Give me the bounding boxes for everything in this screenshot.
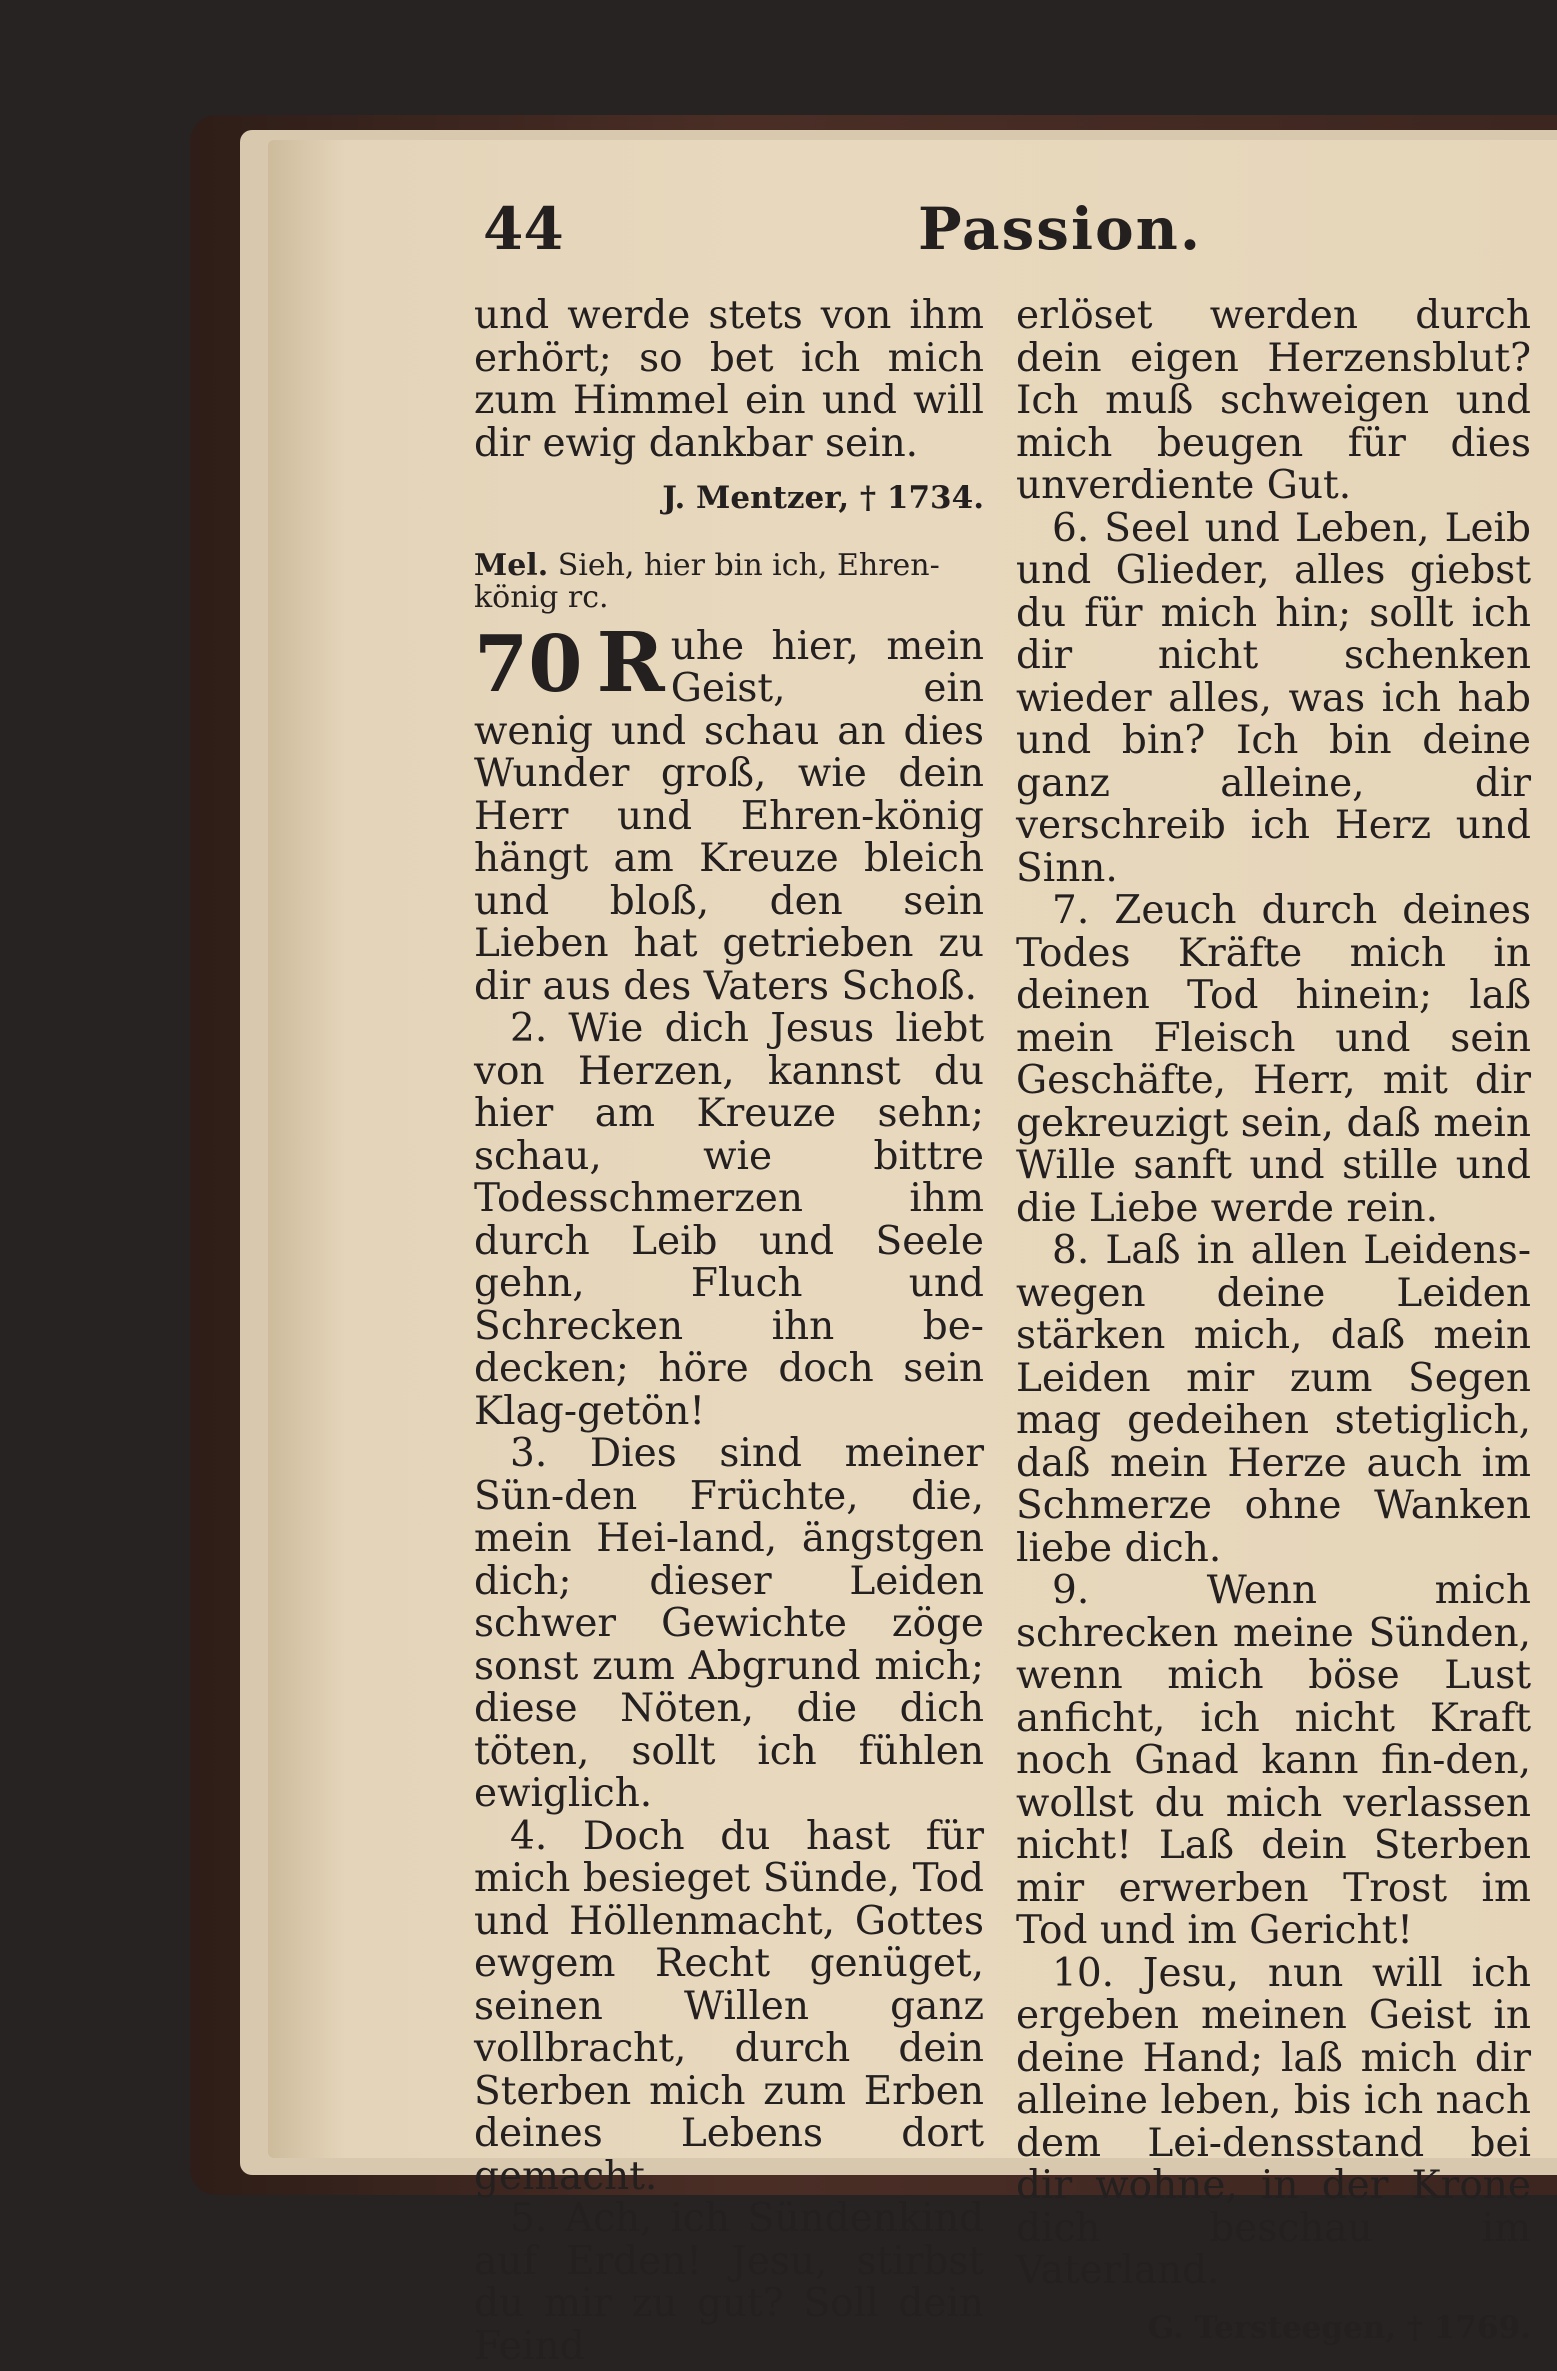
melody-reference: [474, 547, 984, 615]
verse-2: 2. Wie dich Jesus liebt von Herzen, kannst du hier am Kreuze sehn; schau, wie bittre Todesschmerzen ihm durch Leib und Seele gehn, Fluch und Schrecken ihn be-decken; höre doch sein Klag-getön!: [474, 1006, 984, 1434]
drop-cap: R: [596, 614, 665, 711]
verse-10: 10. Jesu, nun will ich ergeben meinen Geist in deine Hand; laß mich dir alleine leben, bis ich nach dem Lei-densstand bei dir wohne, in der Krone dich beschau im Vaterland.: [1016, 1950, 1531, 2293]
verse-6: 6. Seel und Leben, Leib und Glieder, alles giebst du für mich hin; sollt ich dir nicht schenken wieder alles, was ich hab und bin? Ich bin deine ganz alleine, dir verschreib ich Herz und Sinn.: [1016, 505, 1531, 891]
book-page: [268, 140, 1557, 2369]
previous-hymn-ending: und werde stets von ihm erhört; so bet ich mich zum Himmel ein und will dir ewig dankbar sein.: [474, 293, 984, 466]
hymn-author: G. Tersteegen, † 1769.: [1147, 2309, 1531, 2346]
page-number: 44: [483, 195, 564, 263]
melody-label: Mel.: [474, 547, 549, 583]
right-column: [1016, 295, 1531, 2349]
verse-5-end: erlöset werden durch dein eigen Herzensblut? Ich muß schweigen und mich beugen für dies unverdiente Gut.: [1016, 293, 1531, 508]
verse-8: 8. Laß in allen Leidens-wegen deine Leiden stärken mich, daß mein Leiden mir zum Segen mag gedeihen stetiglich, daß mein Herze auch im Schmerze ohne Wanken liebe dich.: [1016, 1228, 1531, 1571]
verse-9: 9. Wenn mich schrecken meine Sünden, wenn mich böse Lust anficht, ich nicht Kraft noch Gnad kann fin-den, wollst du mich verlassen nicht! Laß dein Sterben mir erwerben Trost im Tod und im Gericht!: [1016, 1568, 1531, 1953]
verse-1-text: uhe hier, mein Geist, ein wenig und schau an dies Wunder groß, wie dein Herr und Ehren-könig hängt am Kreuze bleich und bloß, den sein Lieben hat getrieben zu dir aus des Vaters Schoß.: [474, 623, 984, 1009]
hymn-70-verse-1: [474, 614, 984, 1009]
page-header: [268, 195, 1557, 275]
running-title: Passion.: [918, 195, 1203, 263]
verse-7: 7. Zeuch durch deines Todes Kräfte mich in deinen Tod hinein; laß mein Fleisch und sein Geschäfte, Herr, mit dir gekreuzigt sein, daß mein Wille sanft und stille und die Liebe werde rein.: [1016, 888, 1531, 1231]
left-column: [474, 295, 984, 2368]
previous-hymn-author: J. Mentzer, † 1734.: [662, 480, 984, 516]
melody-text: Sieh, hier bin ich, Ehren-könig rc.: [474, 547, 940, 615]
hymn-number: 70: [474, 618, 583, 710]
verse-3: 3. Dies sind meiner Sün-den Früchte, die, mein Hei-land, ängstgen dich; dieser Leiden schwer Gewichte zöge sonst zum Abgrund mich; diese Nöten, die dich töten, sollt ich fühlen ewiglich.: [474, 1431, 984, 1816]
verse-5-start: 5. Ach, ich Sündenkind auf Erden! Jesu, stirbst du mir zu gut? Soll dein Feind: [474, 2196, 984, 2369]
verse-4: 4. Doch du hast für mich besieget Sünde, Tod und Höllenmacht, Gottes ewgem Recht genüget, seinen Willen ganz vollbracht, durch dein Sterben mich zum Erben deines Lebens dort gemacht.: [474, 1813, 984, 2199]
